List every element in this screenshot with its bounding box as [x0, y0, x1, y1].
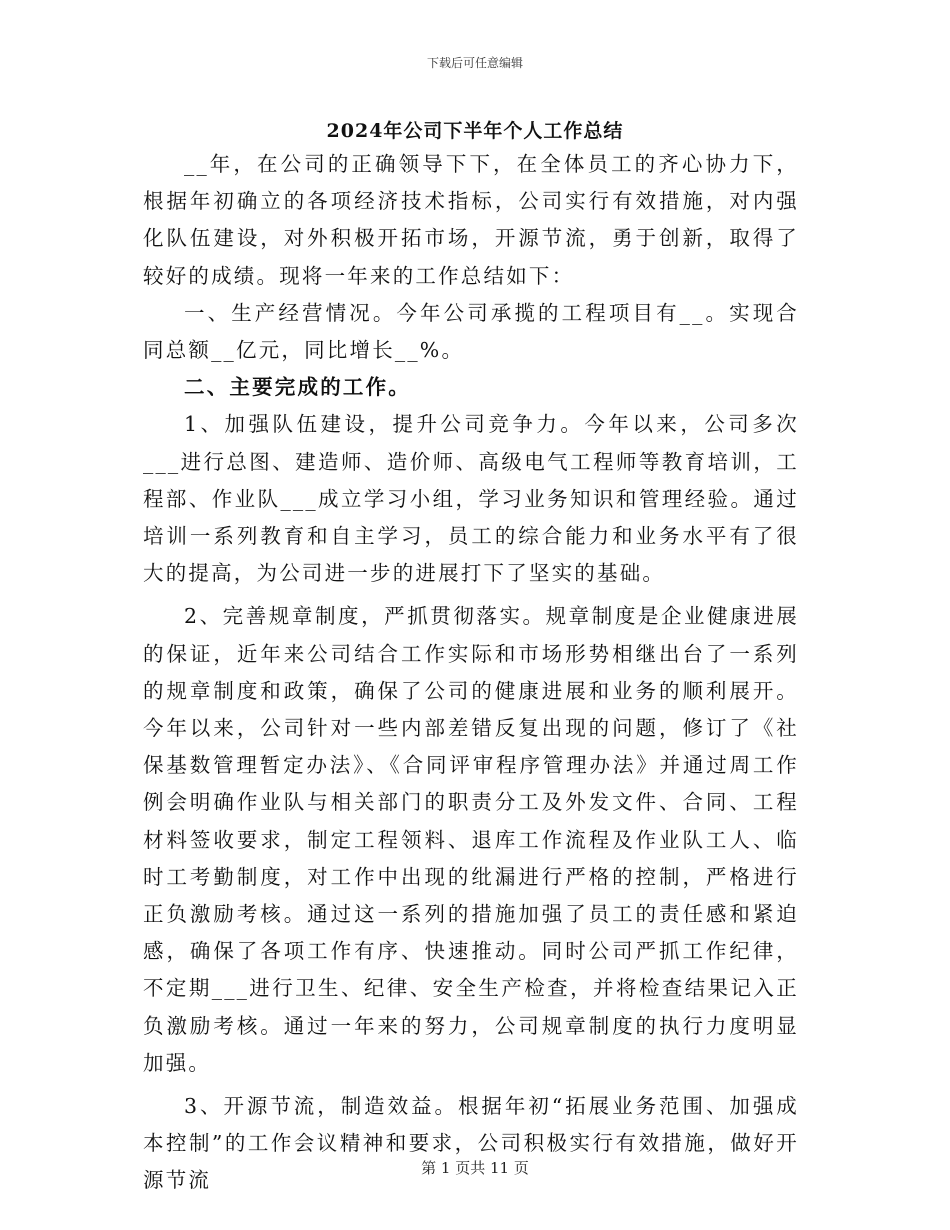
paragraph-team-building: 1、加强队伍建设，提升公司竞争力。今年以来，公司多次___进行总图、建造师、造价师、高级电气工程师等教育培训，工程部、作业队___成立学习小组，学习业务知识和管理经验。通过培训一系列教育和自主学习，员工的综合能力和业务水平有了很大的提高，为公司进一步的进展打下了坚实的基础。 [143, 412, 799, 586]
page-number: 第 1 页共 11 页 [421, 1159, 529, 1177]
paragraph-regulations: 2、完善规章制度，严抓贯彻落实。规章制度是企业健康进展的保证，近年来公司结合工作实际和市场形势相继出台了一系列的规章制度和政策，确保了公司的健康进展和业务的顺利展开。今年以来，公司针对一些内部差错反复出现的问题，修订了《社保基数管理暂定办法》、《合同评审程序管理办法》并通过周工作例会明确作业队与相关部门的职责分工及外发文件、合同、工程材料签收要求，制定工程领料、退库工作流程及作业队工人、临时工考勤制度，对工作中出现的纰漏进行严格的控制，严格进行正负激励考核。通过这一系列的措施加强了员工的责任感和紧迫感，确保了各项工作有序、快速推动。同时公司严抓工作纪律，不定期___进行卫生、纪律、安全生产检查，并将检查结果记入正负激励考核。通过一年来的努力，公司规章制度的执行力度明显加强。 [143, 604, 799, 1075]
paragraph-intro: __年，在公司的正确领导下下，在全体员工的齐心协力下，根据年初确立的各项经济技术指标，公司实行有效措施，对内强化队伍建设，对外积极开拓市场，开源节流，勇于创新，取得了较好的成绩。现将一年来的工作总结如下： [143, 152, 799, 288]
paragraph-cost-control: 3、开源节流，制造效益。根据年初“拓展业务范围、加强成本控制”的工作会议精神和要求，公司积极实行有效措施，做好开源节流 [143, 1094, 799, 1193]
section-heading-main-work: 二、主要完成的工作。 [184, 375, 411, 400]
document-title: 2024年公司下半年个人工作总结 [326, 120, 624, 142]
page-header-note: 下载后可任意编辑 [426, 56, 523, 70]
document-body [143, 146, 799, 1200]
paragraph-production: 一、生产经营情况。今年公司承揽的工程项目有__。实现合同总额__亿元，同比增长__%。 [143, 300, 799, 363]
